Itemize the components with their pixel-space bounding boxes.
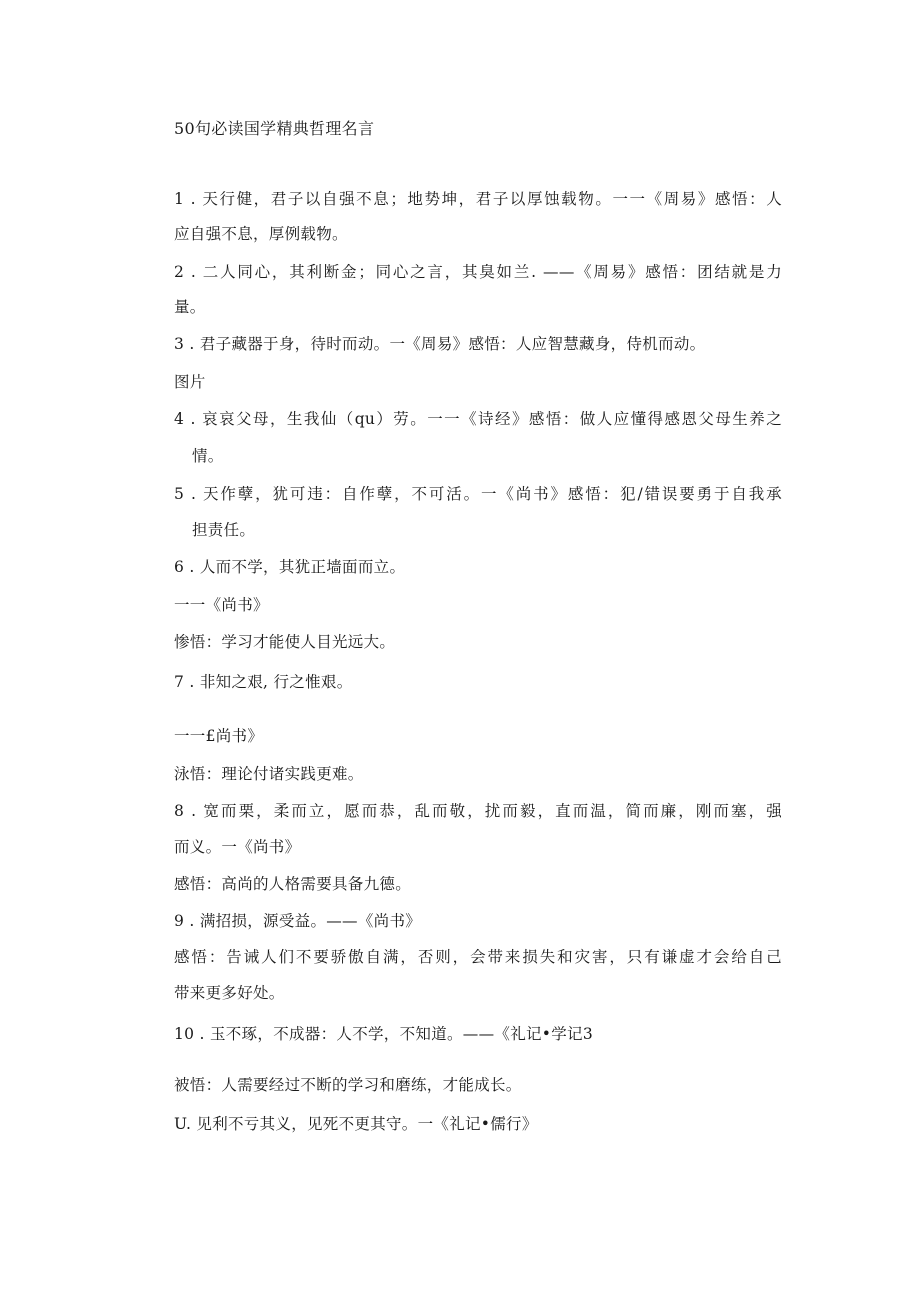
quote-1-line-2: 应自强不息，厚例载物。	[174, 225, 348, 243]
quote-5-line-2: 担责任。	[192, 521, 256, 539]
quote-6-insight: 惨悟：学习才能使人目光远大。	[174, 633, 396, 651]
quote-7-line-1: 7 . 非知之艰, 行之惟艰。	[174, 673, 353, 691]
document-title: 50句必读国学精典哲理名言	[174, 119, 375, 138]
quote-10-line-1: 10 . 玉不琢，不成器：人不学，不知道。——《礼记•学记3	[174, 1025, 594, 1043]
quote-8-line-1: 8 . 宽而栗，柔而立，愿而恭，乱而敬，扰而毅，直而温，简而廉，刚而塞，强	[174, 802, 782, 820]
quote-8-line-2: 而义。一《尚书》	[174, 838, 301, 856]
quote-8-insight: 感悟：高尚的人格需要具备九德。	[174, 875, 412, 893]
quote-6-line-1: 6 . 人而不学，其犹正墙面而立。	[174, 558, 406, 576]
quote-9-insight-line-1: 感悟：告诫人们不要骄傲自满，否则，会带来损失和灾害，只有谦虚才会给自己	[174, 948, 782, 966]
quote-7-insight: 泳悟：理论付诸实践更难。	[174, 765, 364, 783]
quote-7-source: 一一£尚书》	[174, 727, 264, 745]
quote-1-line-1: 1 . 天行健，君子以自强不息；地势坤，君子以厚蚀载物。一一《周易》感悟：人	[174, 190, 782, 208]
image-placeholder-text: 图片	[174, 373, 206, 391]
quote-4-line-1: 4 . 哀哀父母，生我仙（qu）劳。一一《诗经》感悟：做人应懂得感恩父母生养之	[174, 410, 782, 428]
quote-3-line-1: 3 . 君子藏器于身，待时而动。一《周易》感悟：人应智慧藏身，侍机而动。	[174, 335, 706, 353]
quote-4-line-2: 情。	[192, 447, 224, 465]
quote-2-line-1: 2 . 二人同心，其利断金；同心之言，其臭如兰. ——《周易》感悟：团结就是力	[174, 263, 782, 281]
quote-6-source: 一一《尚书》	[174, 596, 269, 614]
quote-9-line-1: 9 . 满招损，源受益。——《尚书》	[174, 912, 422, 930]
quote-9-insight-line-2: 带来更多好处。	[174, 984, 285, 1002]
quote-5-line-1: 5 . 天作孽，犹可违：自作孽，不可活。一《尚书》感悟：犯/错误要勇于自我承	[174, 485, 782, 503]
quote-11-line-1: U. 见利不亏其义，见死不更其守。一《礼记•儒行》	[174, 1115, 538, 1133]
quote-10-insight: 被悟：人需要经过不断的学习和磨练，才能成长。	[174, 1076, 522, 1094]
quote-2-line-2: 量。	[174, 298, 206, 316]
